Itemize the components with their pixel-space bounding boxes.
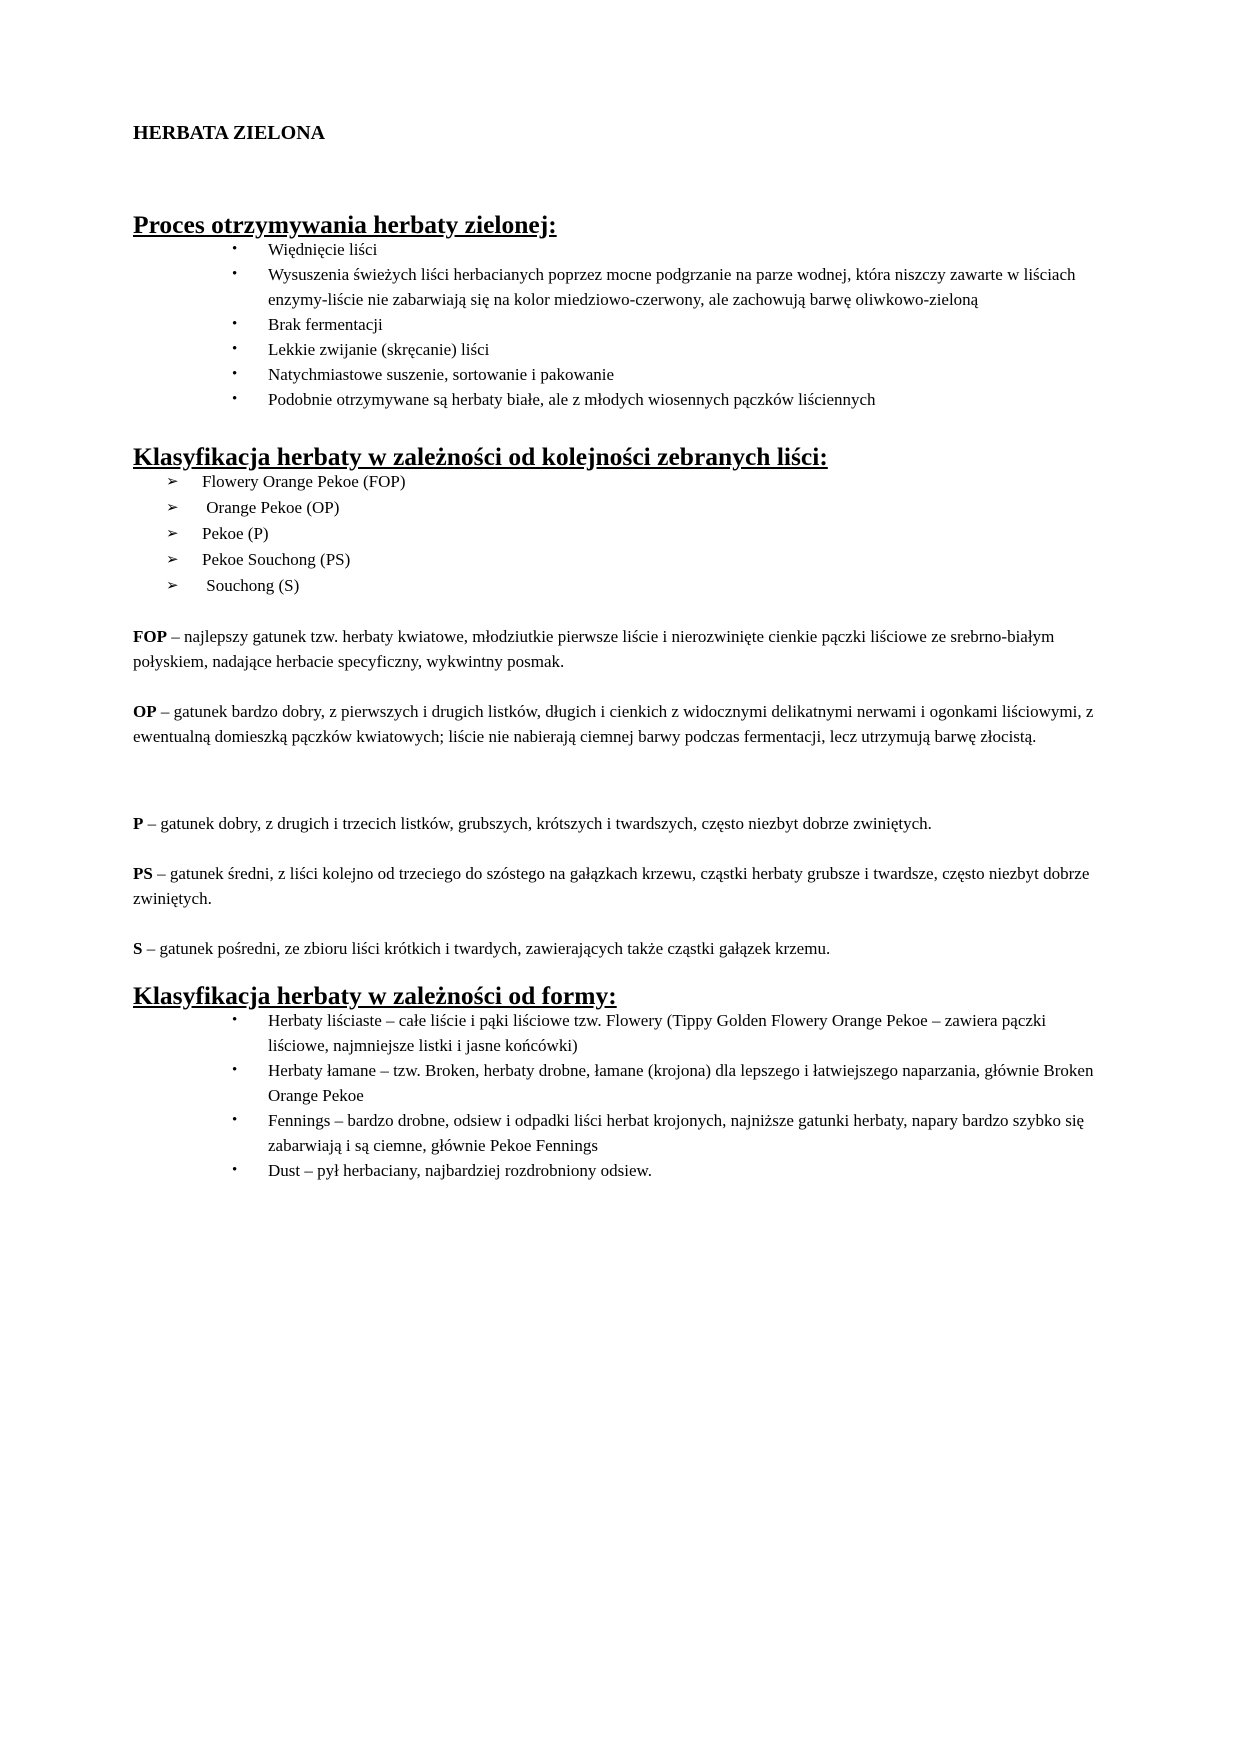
list-item-text: Flowery Orange Pekoe (FOP)	[202, 472, 406, 491]
bullet-icon: •	[232, 1062, 238, 1078]
bullet-icon: •	[232, 341, 238, 357]
list-item-text: Orange Pekoe (OP)	[202, 498, 340, 517]
form-bullet-list	[133, 1008, 1110, 1183]
list-item-text: Pekoe (P)	[202, 524, 269, 543]
process-bullet-list	[133, 237, 1110, 412]
section-heading-classification-form: Klasyfikacja herbaty w zależności od formy:	[133, 981, 617, 1010]
section-heading-classification-leaves: Klasyfikacja herbaty w zależności od kolejności zebranych liści:	[133, 442, 828, 471]
grade-term: S	[133, 939, 143, 958]
bullet-icon: •	[232, 1112, 238, 1128]
list-item-text: Herbaty liściaste – całe liście i pąki liściowe tzw. Flowery (Tippy Golden Flowery Orange Pekoe – zawiera pączki liściowe, najmniejsze listki i jasne końcówki)	[268, 1011, 1051, 1055]
list-item	[133, 387, 1110, 412]
bullet-icon: •	[232, 266, 238, 282]
grade-paragraph-p	[133, 811, 1110, 836]
list-item	[133, 521, 1110, 547]
list-item	[133, 1108, 1110, 1158]
list-item	[133, 1158, 1110, 1183]
list-item-text: Więdnięcie liści	[268, 240, 378, 259]
list-item	[133, 312, 1110, 337]
grade-paragraph-fop	[133, 624, 1110, 674]
list-item-text: Brak fermentacji	[268, 315, 383, 334]
list-item-text: Lekkie zwijanie (skręcanie) liści	[268, 340, 490, 359]
grade-text: – gatunek pośredni, ze zbioru liści krótkich i twardych, zawierających także cząstki gałązek krzemu.	[142, 939, 831, 958]
list-item-text: Dust – pył herbaciany, najbardziej rozdrobniony odsiew.	[268, 1161, 652, 1180]
list-item	[133, 262, 1110, 312]
section-heading-process: Proces otrzymywania herbaty zielonej:	[133, 210, 557, 239]
list-item-text: Souchong (S)	[202, 576, 300, 595]
arrow-icon: ➢	[166, 500, 179, 516]
list-item	[133, 1008, 1110, 1058]
list-item	[133, 1058, 1110, 1108]
list-item	[133, 337, 1110, 362]
list-item	[133, 362, 1110, 387]
list-item-text: Wysuszenia świeżych liści herbacianych poprzez mocne podgrzanie na parze wodnej, która niszczy zawarte w liściach enzymy-liście nie zabarwiają się na kolor miedziowo-czerwony, ale zachowują barwę oliwkowo-zieloną	[268, 265, 1080, 309]
bullet-icon: •	[232, 241, 238, 257]
bullet-icon: •	[232, 391, 238, 407]
bullet-icon: •	[232, 1012, 238, 1028]
list-item-text: Podobnie otrzymywane są herbaty białe, ale z młodych wiosennych pączków liściennych	[268, 390, 876, 409]
list-item-text: Pekoe Souchong (PS)	[202, 550, 351, 569]
list-item-text: Natychmiastowe suszenie, sortowanie i pakowanie	[268, 365, 615, 384]
grade-text: – gatunek bardzo dobry, z pierwszych i drugich listków, długich i cienkich z widocznymi delikatnymi nerwami i ogonkami liściowymi, z ewentualną domieszką pączków kwiatowych; liście nie nabierają ciemnej barwy podczas fermentacji, lecz utrzymują barwę złocistą.	[133, 702, 1094, 746]
grade-term: P	[133, 814, 144, 833]
grade-text: – gatunek dobry, z drugich i trzecich listków, grubszych, krótszych i twardszych, często niezbyt dobrze zwiniętych.	[143, 814, 932, 833]
arrow-icon: ➢	[166, 552, 179, 568]
grade-term: FOP	[133, 627, 167, 646]
grade-paragraph-s	[133, 936, 1110, 961]
grade-paragraph-ps	[133, 861, 1110, 911]
list-item	[133, 495, 1110, 521]
list-item	[133, 469, 1110, 495]
bullet-icon: •	[232, 316, 238, 332]
bullet-icon: •	[232, 366, 238, 382]
bullet-icon: •	[232, 1162, 238, 1178]
leaves-arrow-list	[133, 469, 1110, 599]
grade-text: – najlepszy gatunek tzw. herbaty kwiatowe, młodziutkie pierwsze liście i nierozwinięte cienkie pączki liściowe ze srebrno-białym połyskiem, nadające herbacie specyficzny, wykwintny posmak.	[133, 627, 1055, 671]
grade-text: – gatunek średni, z liści kolejno od trzeciego do szóstego na gałązkach krzewu, cząstki herbaty grubsze i twardsze, często niezbyt dobrze zwiniętych.	[133, 864, 1090, 908]
grade-term: PS	[133, 864, 153, 883]
grade-term: OP	[133, 702, 157, 721]
list-item	[133, 573, 1110, 599]
arrow-icon: ➢	[166, 526, 179, 542]
arrow-icon: ➢	[166, 578, 179, 594]
grade-paragraph-op	[133, 699, 1110, 749]
list-item	[133, 237, 1110, 262]
list-item	[133, 547, 1110, 573]
arrow-icon: ➢	[166, 474, 179, 490]
page-title: HERBATA ZIELONA	[133, 122, 326, 144]
list-item-text: Fennings – bardzo drobne, odsiew i odpadki liści herbat krojonych, najniższe gatunki herbaty, napary bardzo szybko się zabarwiają i są ciemne, głównie Pekoe Fennings	[268, 1111, 1089, 1155]
list-item-text: Herbaty łamane – tzw. Broken, herbaty drobne, łamane (krojona) dla lepszego i łatwiejszego naparzania, głównie Broken Orange Pekoe	[268, 1061, 1098, 1105]
